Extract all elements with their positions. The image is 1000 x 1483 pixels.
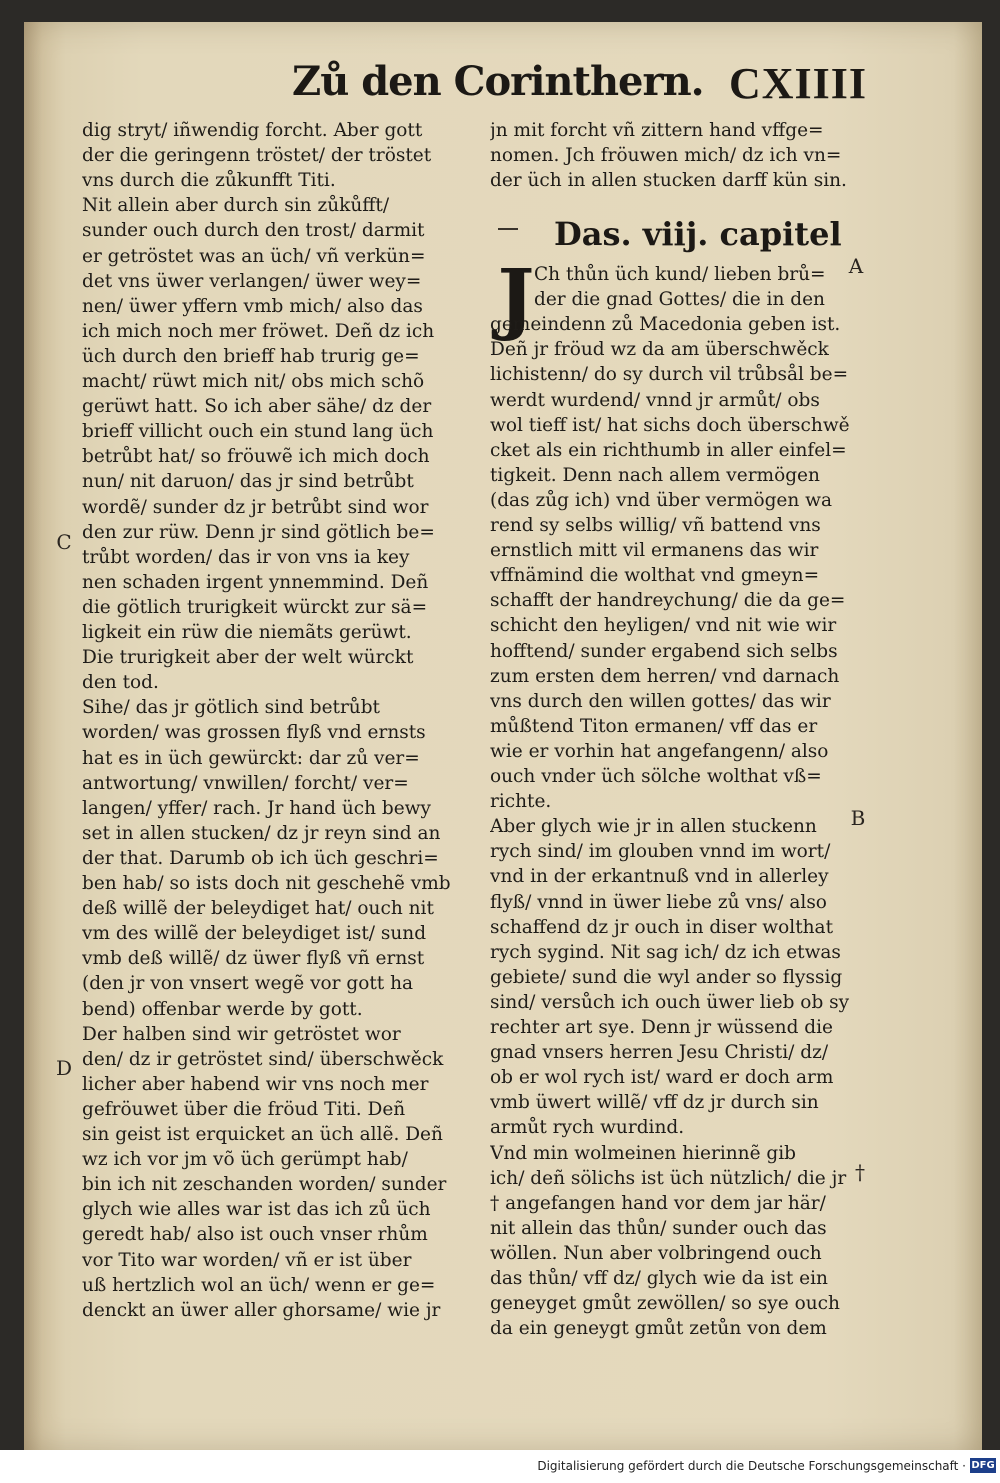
text-line: vm des willẽ der beleydiget ist/ sund	[82, 923, 427, 945]
dfg-logo-icon: DFG	[971, 1460, 995, 1471]
text-line: Nit allein aber durch sin zůkůfft/	[82, 195, 390, 217]
text-line: betrůbt hat/ so fröuwẽ ich mich doch	[82, 446, 430, 468]
text-line: sin geist ist erquicket an üch allẽ. Deñ	[82, 1124, 443, 1145]
text-line: brieff villicht ouch ein stund lang üch	[82, 421, 434, 443]
text-line: schaffend dz jr ouch in diser wolthat	[490, 916, 834, 938]
text-line: nomen. Jch fröuwen mich/ dz ich vn=	[490, 145, 842, 167]
text-line: Deñ jr fröud wz da am überschwěck	[490, 339, 829, 361]
text-line: werdt wurdend/ vnnd jr armůt/ obs	[490, 389, 820, 411]
text-line: ernstlich mitt vil ermanens das wir	[490, 540, 819, 562]
text-line: vns durch die zůkunfft Titi.	[82, 170, 336, 192]
text-line: ob er wol rych ist/ ward er doch arm	[490, 1067, 834, 1089]
text-line: denckt an üwer aller ghorsame/ wie jr	[82, 1299, 441, 1321]
text-line: worden/ was grossen flyß vnd ernsts	[82, 722, 426, 744]
text-line: wz ich vor jm võ üch gerümpt hab/	[82, 1149, 408, 1171]
text-line: nit allein das thůn/ sunder ouch das	[490, 1217, 827, 1239]
text-line: vns durch den willen gottes/ das wir	[490, 690, 831, 712]
text-line: gerüwt hatt. So ich aber sähe/ dz der	[82, 396, 432, 418]
text-line: ben hab/ so ists doch nit geschehẽ vmb	[82, 873, 451, 894]
text-line: † angefangen hand vor dem jar här/	[490, 1192, 826, 1214]
text-line: der that. Darumb ob ich üch geschri=	[82, 847, 439, 869]
text-line: trůbt worden/ das ir von vns ia key	[82, 546, 410, 568]
text-line: richte.	[490, 791, 552, 813]
margin-letter-a: A	[848, 254, 864, 278]
text-line: hat es in üch gewürckt: dar zů ver=	[82, 747, 420, 769]
text-line: geredt hab/ also ist ouch vnser rhům	[82, 1224, 428, 1246]
margin-letter-c: C	[56, 530, 72, 554]
text-line: uß hertzlich wol an üch/ wenn er ge=	[82, 1274, 436, 1296]
text-line: gemeindenn zů Macedonia geben ist.	[490, 314, 841, 336]
text-line: deß willẽ der beleydiget hat/ ouch nit	[82, 898, 434, 920]
text-line: (das zůg ich) vnd über vermögen wa	[490, 489, 833, 511]
text-line: die götlich trurigkeit würckt zur sä=	[82, 596, 428, 618]
text-line: Aber glych wie jr in allen stuckenn	[490, 816, 817, 838]
text-line: sind/ versůch ich ouch üwer lieb ob sy	[490, 991, 850, 1013]
text-line: den tod.	[82, 672, 159, 694]
text-line: schicht den heyligen/ vnd nit wie wir	[490, 615, 837, 637]
text-line: Der halben sind wir getröstet wor	[82, 1023, 401, 1045]
book-page	[24, 22, 982, 1450]
drop-initial: J	[497, 253, 535, 344]
margin-dagger: †	[855, 1160, 865, 1184]
text-line: det vns üwer verlangen/ üwer wey=	[82, 270, 422, 292]
text-line: der die geringenn tröstet/ der tröstet	[82, 145, 432, 167]
text-line: rych sygind. Nit sag ich/ dz ich etwas	[490, 941, 841, 963]
chapter-heading: Das. viij. capitel	[554, 215, 842, 253]
text-line: dig stryt/ iñwendig forcht. Aber gott	[82, 120, 423, 141]
text-line: ich mich noch mer fröwet. Deñ dz ich	[82, 320, 435, 342]
text-line: ligkeit ein rüw die niemãts gerüwt.	[82, 622, 412, 643]
text-line: flyß/ vnnd in üwer liebe zů vns/ also	[490, 891, 827, 913]
text-line: vnd in der erkantnuß vnd in allerley	[490, 866, 829, 888]
text-line: sunder ouch durch den trost/ darmit	[82, 220, 425, 242]
text-line: üch durch den brieff hab trurig ge=	[82, 345, 420, 367]
text-line: gefröuwet über die fröud Titi. Deñ	[82, 1098, 406, 1120]
text-line: rych sind/ im glouben vnnd im wort/	[490, 841, 831, 863]
text-line: das thůn/ vff dz/ glych wie da ist ein	[490, 1268, 828, 1289]
funding-note: Digitalisierung gefördert durch die Deutsche Forschungsgemeinschaft ·	[537, 1459, 966, 1473]
margin-letter-b: B	[850, 806, 866, 830]
text-line: rend sy selbs willig/ vñ battend vns	[490, 515, 821, 536]
text-line: (den jr von vnsert wegẽ vor gott ha	[82, 973, 414, 995]
text-line: Ch thůn üch kund/ lieben brů=	[534, 264, 826, 285]
chapter-dash	[498, 228, 518, 230]
text-line: den zur rüw. Denn jr sind götlich be=	[82, 521, 435, 543]
text-line: jn mit forcht vñ zittern hand vffge=	[490, 120, 824, 141]
text-line: den/ dz ir getröstet sind/ überschwěck	[82, 1048, 444, 1070]
text-line: tigkeit. Denn nach allem vermögen	[490, 464, 820, 486]
text-line: ouch vnder üch sölche wolthat vß=	[490, 766, 822, 787]
margin-letter-d: D	[55, 1056, 73, 1080]
text-line: bend) offenbar werde by gott.	[82, 998, 363, 1020]
text-line: er getröstet was an üch/ vñ verkün=	[82, 245, 426, 267]
text-line: da ein geneygt gmůt zetůn von dem	[490, 1318, 827, 1340]
text-line: glych wie alles war ist das ich zů üch	[82, 1199, 431, 1221]
text-line: Die trurigkeit aber der welt würckt	[82, 647, 414, 669]
folio-number: CXIIII	[729, 59, 868, 108]
text-line: můßtend Titon ermanen/ vff das er	[490, 715, 818, 737]
text-line: Sihe/ das jr götlich sind betrůbt	[82, 697, 380, 719]
text-line: vmb üwert willẽ/ vff dz jr durch sin	[490, 1092, 819, 1114]
running-title: Zů den Corinthern.	[292, 58, 704, 105]
text-line: vor Tito war worden/ vñ er ist über	[82, 1249, 412, 1271]
text-line: wordẽ/ sunder dz jr betrůbt sind wor	[82, 496, 429, 518]
text-line: hofftend/ sunder ergabend sich selbs	[490, 640, 838, 662]
text-line: licher aber habend wir vns noch mer	[82, 1073, 429, 1095]
text-line: langen/ yffer/ rach. Jr hand üch bewy	[82, 797, 431, 819]
text-line: Vnd min wolmeinen hierinnẽ gib	[490, 1142, 797, 1164]
text-line: set in allen stucken/ dz jr reyn sind an	[82, 822, 441, 844]
text-line: zum ersten dem herren/ vnd darnach	[490, 665, 840, 687]
text-line: vmb deß willẽ/ dz üwer flyß vñ ernst	[82, 948, 425, 970]
text-line: nen schaden irgent ynnemmind. Deñ	[82, 571, 429, 593]
text-line: nen/ üwer yffern vmb mich/ also das	[82, 295, 423, 317]
text-line: vffnämind die wolthat vnd gmeyn=	[490, 565, 820, 587]
text-line: armůt rych wurdind.	[490, 1117, 685, 1139]
text-line: cket als ein richthumb in aller einfel=	[490, 439, 847, 461]
text-line: lichistenn/ do sy durch vil trůbsål be=	[490, 364, 849, 386]
digitization-footer	[0, 1450, 1000, 1483]
text-line: wie er vorhin hat angefangenn/ also	[490, 740, 829, 762]
text-line: nun/ nit daruon/ das jr sind betrůbt	[82, 471, 414, 493]
text-line: der üch in allen stucken darff kün sin.	[490, 170, 847, 192]
text-line: der die gnad Gottes/ die in den	[534, 289, 825, 311]
text-line: rechter art sye. Denn jr wüssend die	[490, 1017, 833, 1038]
text-line: wöllen. Nun aber volbringend ouch	[490, 1242, 822, 1264]
text-line: bin ich nit zeschanden worden/ sunder	[82, 1174, 447, 1196]
text-line: geneyget gmůt zewöllen/ so sye ouch	[490, 1293, 840, 1315]
text-line: antwortung/ vnwillen/ forcht/ ver=	[82, 772, 409, 794]
text-line: gnad vnsers herren Jesu Christi/ dz/	[490, 1042, 829, 1064]
text-line: ich/ deñ sölichs ist üch nützlich/ die jr	[490, 1167, 847, 1189]
text-line: wol tieff ist/ hat sichs doch überschwě	[490, 414, 850, 436]
text-line: macht/ rüwt mich nit/ obs mich schõ	[82, 371, 425, 392]
text-line: gebiete/ sund die wyl ander so flyssig	[490, 966, 843, 988]
text-line: schafft der handreychung/ die da ge=	[490, 590, 846, 612]
